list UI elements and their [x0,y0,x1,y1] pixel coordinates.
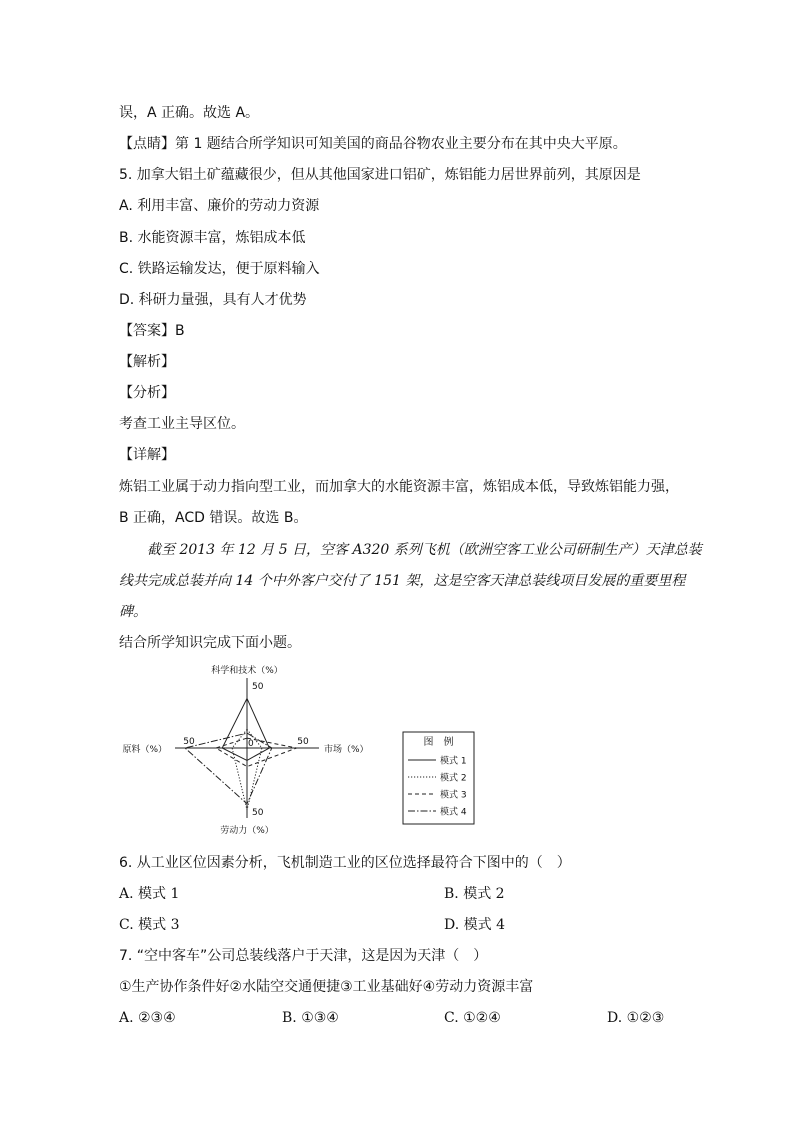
question-7: 7. “空中客车”公司总装线落户于天津，这是因为天津（ ） [119,948,488,964]
axis-label: 科学和技术（%） [211,666,283,676]
radar-chart-svg [119,660,519,845]
option-7c: C. ①②④ [444,1010,501,1026]
legend-entry: 模式 3 [440,790,467,801]
passage-line-3: 碑。 [119,604,147,620]
question-7-items: ①生产协作条件好②水陆空交通便捷③工业基础好④劳动力资源丰富 [119,979,534,995]
tip-line: 【点睛】第 1 题结合所学知识可知美国的商品谷物农业主要分布在其中央大平原。 [119,136,627,152]
passage-line-1: 截至 2013 年 12 月 5 日，空客 A320 系列飞机（欧洲空客工业公司研制生产）天津总装 [147,542,702,558]
text-line: 误，A 正确。故选 A。 [119,105,260,121]
question-5: 5. 加拿大铝土矿蕴藏很少，但从其他国家进口铝矿，炼铝能力居世界前列，其原因是 [119,167,641,183]
fenxi-text: 考查工业主导区位。 [119,416,245,432]
series-polygon-1 [222,698,269,760]
passage-line-2: 线共完成总装并向 14 个中外客户交付了 151 架，这是空客天津总装线项目发展的重要里程 [119,573,686,589]
legend-title: 图 例 [423,737,454,748]
instruction: 结合所学知识完成下面小题。 [119,635,301,651]
option-7b: B. ①③④ [282,1010,339,1026]
option-5a: A. 利用丰富、廉价的劳动力资源 [119,198,320,214]
axis-label: 原料（%） [122,745,167,755]
tick-label: 50 [183,737,195,747]
axis-label: 劳动力（%） [220,826,274,836]
detail-text-1: 炼铝工业属于动力指向型工业，而加拿大的水能资源丰富，炼铝成本低，导致炼铝能力强， [119,479,679,495]
tick-label: 50 [252,808,264,818]
tick-label: 50 [297,737,309,747]
option-7a: A. ②③④ [119,1010,176,1026]
tick-label: 50 [252,682,264,692]
option-6b: B. 模式 2 [444,886,505,902]
option-5b: B. 水能资源丰富，炼铝成本低 [119,230,306,246]
radar-chart [119,660,519,845]
detail-label: 【详解】 [119,447,175,463]
option-6c: C. 模式 3 [119,917,180,933]
series-polygon-3 [216,738,297,767]
legend-entry: 模式 2 [440,773,467,784]
option-5c: C. 铁路运输发达，便于原料输入 [119,261,320,277]
fenxi-label: 【分析】 [119,385,175,401]
option-7d: D. ①②③ [607,1010,665,1026]
analysis-label: 【解析】 [119,354,175,370]
tick-label: 0 [248,739,254,749]
option-5d: D. 科研力量强，具有人才优势 [119,292,307,308]
detail-text-2: B 正确，ACD 错误。故选 B。 [119,510,308,526]
legend-entry: 模式 1 [440,756,467,767]
question-6: 6. 从工业区位因素分析，飞机制造工业的区位选择最符合下图中的（ ） [119,855,571,871]
axis-label: 市场（%） [324,745,369,755]
option-6a: A. 模式 1 [119,886,180,902]
answer-label: 【答案】B [119,323,185,339]
legend-entry: 模式 4 [440,807,467,818]
option-6d: D. 模式 4 [444,917,505,933]
